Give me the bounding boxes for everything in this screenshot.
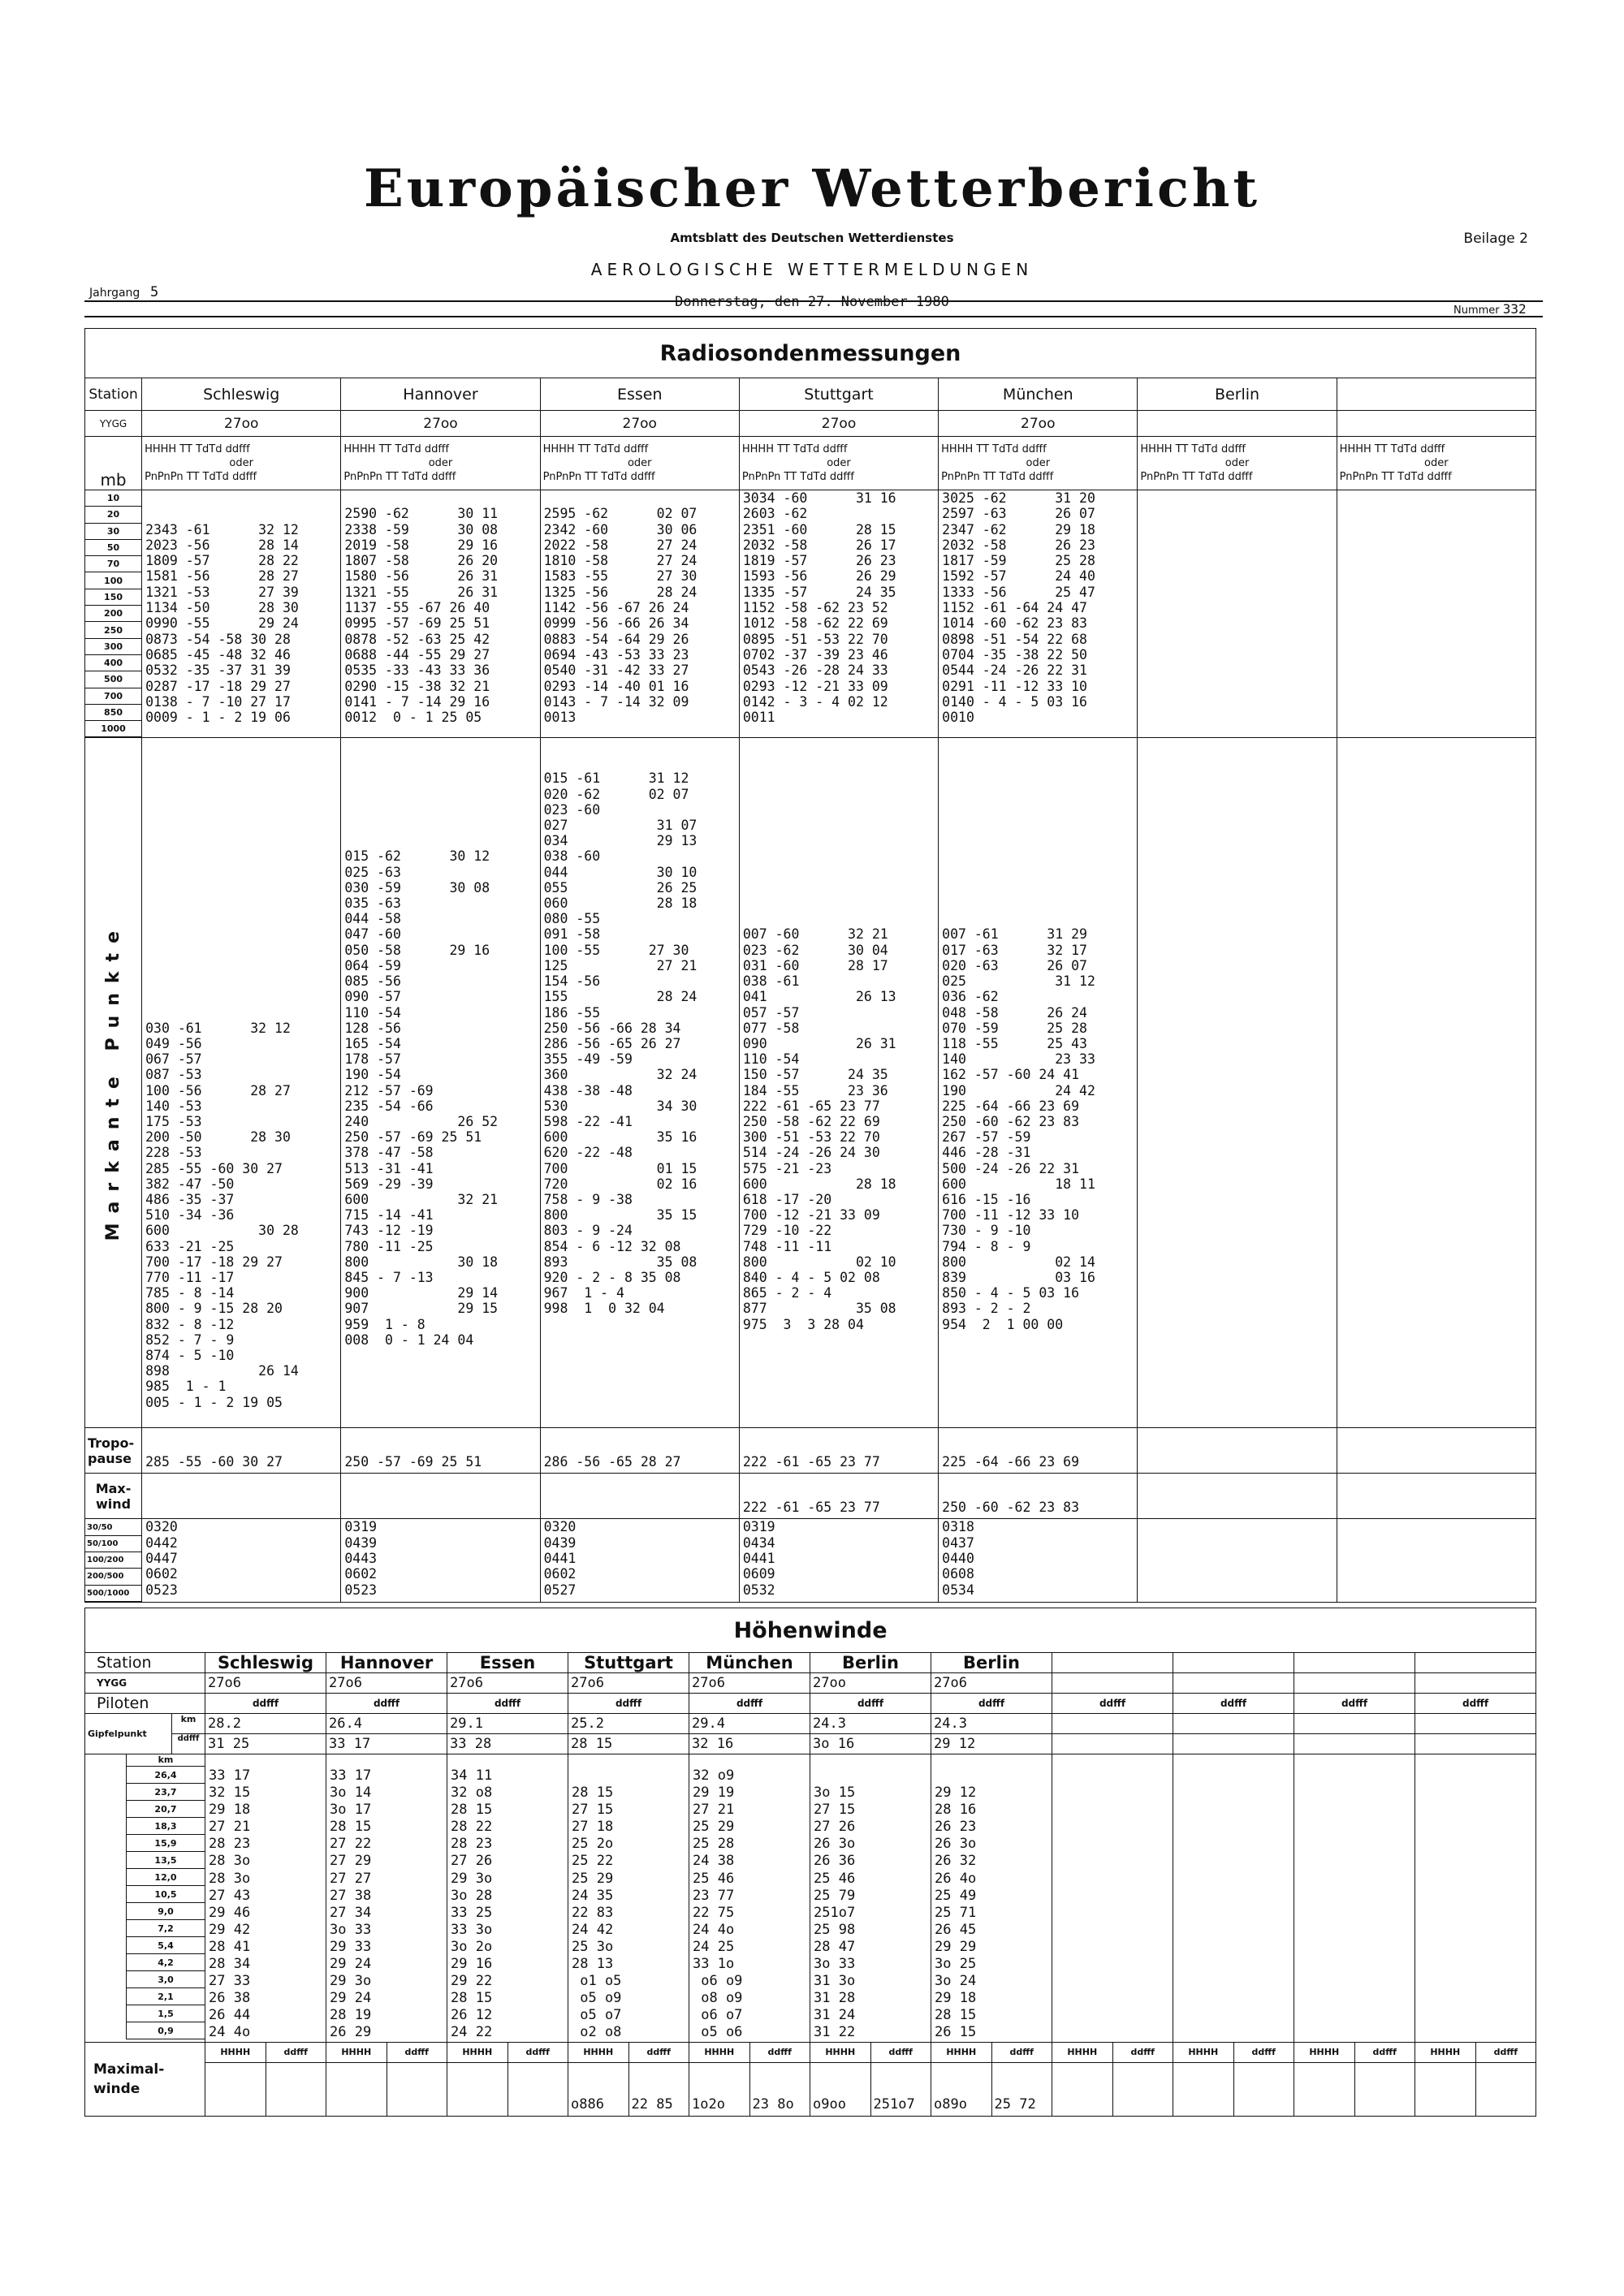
wind-profile-cell (447, 1754, 568, 2043)
km-level: 5,4 (127, 1937, 205, 1954)
yygg-value: 27oo (341, 411, 540, 437)
maximal-ddfff: 251o7 (870, 2062, 931, 2116)
column-header-line1: HHHH TT TdTd ddfff (941, 443, 1047, 455)
maximal-hhhh: o886 (568, 2062, 629, 2116)
station-name: Essen (447, 1653, 568, 1673)
yygg-value: 27o6 (447, 1673, 568, 1694)
column-header-line1: HHHH TT TdTd ddfff (1140, 443, 1246, 455)
issue-date: Donnerstag, den 27. November 1980 (675, 294, 949, 310)
markante-punkte-data: 007 -60 32 21 023 -62 30 04 031 -60 28 17 038 -61 041 26 13 057 -57 077 -58 090 26 31 110 -54 150 -57 24 35 184 -55 23 36 222 -61 -65 23 77 250 -58 -62 22 69 300 -51 -53 22 70 514 -24 -26 24 30 575 -21 -23 600 28 18 618 -17 -20 700 -12 -21 33 09 729 -10 -22 748 -11 -11 800 02 10 840 - 4 - 5 02 08 865 - 2 - 4 877 35 08 975 3 3 28 04 (742, 926, 896, 1332)
gipfel-km (1415, 1714, 1536, 1734)
station-name (1337, 378, 1535, 411)
ddfff-unit-label: ddfff (177, 1734, 200, 1743)
gipfel-ddfff (1173, 1734, 1294, 1754)
gipfel-km: 24.3 (931, 1714, 1052, 1734)
wind-profile: 32 o9 29 19 27 21 25 29 25 28 24 38 25 46 23 77 22 75 24 4o 24 25 33 1o o6 o9 o8 o9 o6 o7 o5 o6 (693, 1767, 743, 2041)
maxwind-cell (1138, 1474, 1337, 1519)
maximal-ddfff: 25 72 (991, 2062, 1052, 2116)
yygg-value: 27o6 (689, 1673, 810, 1694)
markante-punkte-data: 015 -62 30 12 025 -63 030 -59 30 08 035 -63 044 -58 047 -60 050 -58 29 16 064 -59 085 -56 090 -57 110 -54 128 -56 165 -54 178 -57 190 -54 212 -57 -69 235 -54 -66 240 26 52 250 -57 -69 25 51 378 -47 -58 513 -31 -41 569 -29 -39 600 32 21 715 -14 -41 743 -12 -19 780 -11 -25 800 30 18 845 - 7 -13 900 29 14 907 29 15 959 1 - 8 008 0 - 1 24 04 (344, 848, 499, 1348)
km-level: 26,4 (127, 1767, 205, 1784)
station-label: Station (85, 378, 142, 411)
maximal-ddfff (1354, 2062, 1415, 2116)
tropopause-cell (142, 1428, 341, 1474)
pressure-level: 20 (85, 507, 141, 523)
level-data-cell (739, 490, 938, 738)
km-level: 0,9 (127, 2022, 205, 2039)
level-data-cell (939, 490, 1138, 738)
column-header-line1: HHHH TT TdTd ddfff (343, 443, 449, 455)
thickness-value: 0319 0439 0443 0602 0523 (344, 1519, 378, 1598)
tropopause-cell (739, 1428, 938, 1474)
column-header-line2: PnPnPn TT TdTd ddfff (145, 471, 257, 483)
station-name: Hannover (341, 378, 540, 411)
gipfel-ddfff: 31 25 (205, 1734, 326, 1754)
column-header-line2: PnPnPn TT TdTd ddfff (741, 471, 854, 483)
newspaper-title: Europäischer Wetterbericht (364, 158, 1260, 219)
pressure-level: 150 (85, 589, 141, 605)
pressure-level: 100 (85, 572, 141, 589)
maximal-ddfff (1475, 2062, 1536, 2116)
gipfel-ddfff: 32 16 (689, 1734, 810, 1754)
gipfel-ddfff: 3o 16 (810, 1734, 931, 1754)
yygg-value: 27o6 (326, 1673, 447, 1694)
maximal-hhhh (205, 2062, 266, 2116)
gipfelpunkt-label-cell (85, 1714, 205, 1754)
pressure-level: 300 (85, 638, 141, 654)
thickness-levels (85, 1519, 142, 1602)
km-level: 2,1 (127, 1988, 205, 2005)
hhhh-label: HHHH (931, 2042, 992, 2062)
pressure-level-list (85, 490, 141, 737)
station-name: Stuttgart (739, 378, 938, 411)
maximal-ddfff (1233, 2062, 1294, 2116)
gipfel-km (1052, 1714, 1173, 1734)
gipfelpunkt-label: Gipfelpunkt (88, 1728, 147, 1739)
maxwind-cell (939, 1474, 1138, 1519)
maximal-hhhh (1052, 2062, 1113, 2116)
maximal-ddfff: 23 8o (749, 2062, 810, 2116)
level-data-cell (1138, 490, 1337, 738)
station-name: Berlin (1138, 378, 1337, 411)
radiosonde-table (84, 328, 1536, 1603)
ddfff-label: ddfff (1112, 2042, 1173, 2062)
gipfel-ddfff: 33 28 (447, 1734, 568, 1754)
maximal-hhhh (447, 2062, 508, 2116)
wind-profile: 3o 15 27 15 27 26 26 3o 26 36 25 46 25 79 251o7 25 98 28 47 3o 33 31 3o 31 28 31 24 31 22 (814, 1785, 856, 2041)
thickness-cell (540, 1519, 739, 1602)
maxwind-value: 250 -60 -62 23 83 (942, 1500, 1080, 1516)
maxwind-label: Max-wind (85, 1474, 142, 1519)
maximal-ddfff (387, 2062, 447, 2116)
hoehenwinde-title: Höhenwinde (85, 1608, 1536, 1653)
thickness-cell (142, 1519, 341, 1602)
gipfel-ddfff: 29 12 (931, 1734, 1052, 1754)
km-level: 20,7 (127, 1801, 205, 1818)
column-header-line2: PnPnPn TT TdTd ddfff (343, 471, 456, 483)
pressure-level: 1000 (85, 721, 141, 737)
column-header-line2: PnPnPn TT TdTd ddfff (542, 471, 655, 483)
ddfff-label: ddfff (205, 1694, 326, 1714)
km-levels-cell (85, 1754, 205, 2043)
level-data-cell (341, 490, 540, 738)
column-header-oder: oder (1026, 457, 1051, 469)
ddfff-label: ddfff (326, 1694, 447, 1714)
column-header (142, 437, 341, 490)
ddfff-label: ddfff (689, 1694, 810, 1714)
station-name (1294, 1653, 1415, 1673)
gipfel-km: 25.2 (568, 1714, 689, 1734)
markante-punkte-cell (142, 738, 341, 1428)
wind-profile-cell (810, 1754, 931, 2043)
level-data-cell (1337, 490, 1535, 738)
thickness-level: 50/100 (85, 1535, 141, 1552)
hhhh-label: HHHH (1173, 2042, 1234, 2062)
ddfff-label: ddfff (1354, 2042, 1415, 2062)
thickness-level: 200/500 (85, 1569, 141, 1585)
station-name (1415, 1653, 1536, 1673)
maxwind-value: 222 -61 -65 23 77 (742, 1500, 880, 1516)
column-header-line1: HHHH TT TdTd ddfff (542, 443, 649, 455)
ddfff-label: ddfff (387, 2042, 447, 2062)
wind-profile: 29 12 28 16 26 23 26 3o 26 32 26 4o 25 49 25 71 26 45 29 29 3o 25 3o 24 29 18 28 15 26 15 (935, 1785, 977, 2041)
yygg-value (1337, 411, 1535, 437)
column-header-oder: oder (428, 457, 453, 469)
maximal-ddfff (508, 2062, 568, 2116)
ddfff-label: ddfff (568, 1694, 689, 1714)
yygg-value: 27o6 (568, 1673, 689, 1694)
maximal-hhhh (1173, 2062, 1234, 2116)
markante-punkte-data: 007 -61 31 29 017 -63 32 17 020 -63 26 07 025 31 12 036 -62 048 -58 26 24 070 -59 25 28 118 -55 25 43 140 23 33 162 -57 -60 24 41 190 24 42 225 -64 -66 23 69 250 -60 -62 23 83 267 -57 -59 446 -28 -31 500 -24 -26 22 31 600 18 11 616 -15 -16 700 -11 -12 33 10 730 - 9 -10 794 - 8 - 9 800 02 14 839 03 16 850 - 4 - 5 03 16 893 - 2 - 2 954 2 1 00 00 (942, 926, 1095, 1332)
gipfel-km: 28.2 (205, 1714, 326, 1734)
hhhh-label: HHHH (689, 2042, 750, 2062)
markante-punkte-cell (739, 738, 938, 1428)
ddfff-label: ddfff (508, 2042, 568, 2062)
pressure-level: 400 (85, 654, 141, 671)
km-level: 13,5 (127, 1852, 205, 1869)
yygg-value: 27oo (810, 1673, 931, 1694)
level-data: 2590 -62 30 11 2338 -59 30 08 2019 -58 29 16 1807 -58 26 20 1580 -56 26 31 1321 -55 26 31 1137 -55 -67 26 40 0995 -57 -69 25 51 0878 -52 -63 25 42 0688 -44 -55 29 27 0535 -33 -43 33 36 0290 -15 -38 32 21 0141 - 7 -14 29 16 0012 0 - 1 25 05 (344, 506, 499, 726)
tropopause-value: 222 -61 -65 23 77 (742, 1454, 880, 1470)
jahrgang-label: Jahrgang (89, 287, 140, 300)
thickness-value: 0320 0439 0441 0602 0527 (543, 1519, 577, 1598)
tropopause-value: 225 -64 -66 23 69 (942, 1454, 1080, 1470)
gipfel-km: 29.1 (447, 1714, 568, 1734)
tropopause-cell (939, 1428, 1138, 1474)
hhhh-label: HHHH (205, 2042, 266, 2062)
tropopause-cell (540, 1428, 739, 1474)
pressure-level: 200 (85, 606, 141, 622)
column-header (739, 437, 938, 490)
maxwind-cell (341, 1474, 540, 1519)
thickness-cell (1337, 1519, 1535, 1602)
column-header-oder: oder (827, 457, 851, 469)
yygg-value (1294, 1673, 1415, 1694)
beilage-label: Beilage 2 (1463, 231, 1528, 247)
thickness-level: 100/200 (85, 1552, 141, 1569)
gipfel-ddfff: 33 17 (326, 1734, 447, 1754)
tropopause-cell (341, 1428, 540, 1474)
column-header-oder: oder (1424, 457, 1449, 469)
markante-punkte-cell (540, 738, 739, 1428)
hoehenwinde-table (84, 1608, 1536, 2117)
markante-punkte-label: Markante Punkte (103, 921, 124, 1241)
gipfel-km (1294, 1714, 1415, 1734)
ddfff-label: ddfff (266, 2042, 326, 2062)
wind-profile: 33 17 3o 14 3o 17 28 15 27 22 27 29 27 27 27 38 27 34 3o 33 29 33 29 24 29 3o 29 24 28 19 26 29 (330, 1767, 372, 2041)
km-label: km (172, 1714, 205, 1734)
wind-profile-cell (205, 1754, 326, 2043)
markante-punkte-cell (1337, 738, 1535, 1428)
yygg-value (1138, 411, 1337, 437)
km-level: 10,5 (127, 1886, 205, 1903)
station-name: Hannover (326, 1653, 447, 1673)
thickness-level: 500/1000 (85, 1585, 141, 1601)
maximal-hhhh (1294, 2062, 1355, 2116)
maximal-hhhh: 1o2o (689, 2062, 750, 2116)
hhhh-label: HHHH (568, 2042, 629, 2062)
maximal-ddfff (1112, 2062, 1173, 2116)
gipfelpunkt-label-box (85, 1714, 205, 1754)
yygg-value (1173, 1673, 1294, 1694)
ddfff-label: ddfff (1173, 1694, 1294, 1714)
station-name: München (939, 378, 1138, 411)
gipfel-km: 29.4 (689, 1714, 810, 1734)
level-data: 3025 -62 31 20 2597 -63 26 07 2347 -62 29 18 2032 -58 26 23 1817 -59 25 28 1592 -57 24 40 1333 -56 25 47 1152 -61 -64 24 47 1014 -60 -62 23 83 0898 -51 -54 22 68 0704 -35 -38 22 50 0544 -24 -26 22 31 0291 -11 -12 33 10 0140 - 4 - 5 03 16 0010 (942, 490, 1095, 726)
tropopause-value: 286 -56 -65 28 27 (543, 1454, 681, 1470)
yygg-value: 27oo (939, 411, 1138, 437)
column-header (341, 437, 540, 490)
yygg-value: 27o6 (205, 1673, 326, 1694)
gipfel-ddfff (1415, 1734, 1536, 1754)
section-heading: AEROLOGISCHE WETTERMELDUNGEN (590, 260, 1034, 279)
column-header-oder: oder (229, 457, 253, 469)
issue-number (1453, 301, 1527, 317)
km-level-list (126, 1754, 205, 2039)
column-header-oder: oder (627, 457, 652, 469)
station-name: Essen (540, 378, 739, 411)
column-header-line1: HHHH TT TdTd ddfff (145, 443, 250, 455)
yygg-label: YYGG (85, 1673, 205, 1694)
wind-profile-cell (1294, 1754, 1415, 2043)
thickness-cell (939, 1519, 1138, 1602)
km-level: 3,0 (127, 1971, 205, 1988)
subtitle: Amtsblatt des Deutschen Wetterdienstes (670, 231, 954, 245)
km-unit: km (127, 1754, 205, 1767)
radiosonde-title: Radiosondenmessungen (85, 329, 1536, 378)
tropopause-value: 250 -57 -69 25 51 (344, 1454, 482, 1470)
column-header-line2: PnPnPn TT TdTd ddfff (941, 471, 1054, 483)
column-header (1138, 437, 1337, 490)
tropopause-value: 285 -55 -60 30 27 (145, 1454, 283, 1470)
column-header-line2: PnPnPn TT TdTd ddfff (1339, 471, 1452, 483)
markante-punkte-cell (341, 738, 540, 1428)
wind-profile-cell (1052, 1754, 1173, 2043)
maximal-hhhh (326, 2062, 387, 2116)
thickness-level: 30/50 (85, 1519, 141, 1535)
gipfel-ddfff (1294, 1734, 1415, 1754)
hhhh-label: HHHH (1415, 2042, 1476, 2062)
ddfff-label: ddfff (1294, 1694, 1415, 1714)
markante-punkte-label-cell (85, 738, 142, 1428)
jahrgang-value: 5 (150, 284, 159, 300)
wind-profile-cell (326, 1754, 447, 2043)
station-name (1052, 1653, 1173, 1673)
markante-punkte-data: 015 -61 31 12 020 -62 02 07 023 -60 027 31 07 034 29 13 038 -60 044 30 10 055 26 25 060 28 18 080 -55 091 -58 100 -55 27 30 125 27 21 154 -56 155 28 24 186 -55 250 -56 -66 28 34 286 -56 -65 26 27 355 -49 -59 360 32 24 438 -38 -48 530 34 30 598 -22 -41 600 35 16 620 -22 -48 700 01 15 720 02 16 758 - 9 -38 800 35 15 803 - 9 -24 854 - 6 -12 32 08 893 35 08 920 - 2 - 8 35 08 967 1 - 4 998 1 0 32 04 (543, 770, 698, 1317)
gipfelpunkt-units (171, 1714, 205, 1754)
hhhh-label: HHHH (810, 2042, 871, 2062)
thickness-value: 0319 0434 0441 0609 0532 (742, 1519, 775, 1598)
ddfff-label: ddfff (1233, 2042, 1294, 2062)
ddfff-label: ddfff (810, 1694, 931, 1714)
nummer-value: 332 (1502, 301, 1527, 317)
pressure-level: 50 (85, 539, 141, 555)
maxwind-cell (1337, 1474, 1535, 1519)
station-name (1173, 1653, 1294, 1673)
column-header-line2: PnPnPn TT TdTd ddfff (1140, 471, 1253, 483)
nummer-label: Nummer (1453, 304, 1500, 317)
tropopause-cell (1337, 1428, 1535, 1474)
pressure-levels (85, 490, 142, 738)
wind-profile-cell (931, 1754, 1052, 2043)
maxwind-cell (540, 1474, 739, 1519)
thickness-cell (739, 1519, 938, 1602)
yygg-value: 27oo (142, 411, 341, 437)
wind-profile: 28 15 27 15 27 18 25 2o 25 22 25 29 24 35 22 83 24 42 25 3o 28 13 o1 o5 o5 o9 o5 o7 o2 o8 (572, 1785, 622, 2041)
thickness-cell (341, 1519, 540, 1602)
level-data: 2595 -62 02 07 2342 -60 30 06 2022 -58 27 24 1810 -58 27 24 1583 -55 27 30 1325 -56 28 24 1142 -56 -67 26 24 0999 -56 -66 26 34 0883 -54 -64 29 26 0694 -43 -53 33 23 0540 -31 -42 33 27 0293 -14 -40 01 16 0143 - 7 -14 32 09 0013 (543, 506, 698, 726)
header-rule-bottom (84, 316, 1543, 317)
column-header-oder: oder (1224, 457, 1250, 469)
ddfff-label: ddfff (1475, 2042, 1536, 2062)
hhhh-label: HHHH (447, 2042, 508, 2062)
pressure-level: 500 (85, 671, 141, 688)
pressure-level: 30 (85, 523, 141, 539)
station-name: Schleswig (142, 378, 341, 411)
km-level: 12,0 (127, 1869, 205, 1886)
column-header (939, 437, 1138, 490)
maximal-hhhh (1415, 2062, 1476, 2116)
level-data-cell (142, 490, 341, 738)
column-header-line1: HHHH TT TdTd ddfff (1339, 443, 1445, 455)
pressure-level: 70 (85, 556, 141, 572)
level-data: 2343 -61 32 12 2023 -56 28 14 1809 -57 28 22 1581 -56 28 27 1321 -53 27 39 1134 -50 28 30 0990 -55 29 24 0873 -54 -58 30 28 0685 -45 -48 32 46 0532 -35 -37 31 39 0287 -17 -18 29 27 0138 - 7 -10 27 17 0009 - 1 - 2 19 06 (145, 521, 299, 726)
yygg-value: 27oo (739, 411, 938, 437)
thickness-cell (1138, 1519, 1337, 1602)
gipfel-km: 24.3 (810, 1714, 931, 1734)
km-level: 9,0 (127, 1903, 205, 1920)
piloten-label: Piloten (85, 1694, 205, 1714)
maximal-ddfff: 22 85 (628, 2062, 689, 2116)
pressure-level: 850 (85, 704, 141, 720)
ddfff-label: ddfff (991, 2042, 1052, 2062)
column-header (1337, 437, 1535, 490)
pressure-level: 250 (85, 622, 141, 638)
yygg-value (1415, 1673, 1536, 1694)
tropopause-cell (1138, 1428, 1337, 1474)
gipfel-km: 26.4 (326, 1714, 447, 1734)
level-data-cell (540, 490, 739, 738)
maxwind-cell (739, 1474, 938, 1519)
km-level: 7,2 (127, 1920, 205, 1937)
km-level: 23,7 (127, 1784, 205, 1801)
station-name: München (689, 1653, 810, 1673)
km-level: 1,5 (127, 2005, 205, 2022)
station-label: Station (85, 1653, 205, 1673)
ddfff-label: ddfff (1052, 1694, 1173, 1714)
maximal-hhhh: o9oo (810, 2062, 871, 2116)
wind-profile: 33 17 32 15 29 18 27 21 28 23 28 3o 28 3o 27 43 29 46 29 42 28 41 28 34 27 33 26 38 26 44 24 4o (209, 1767, 251, 2041)
hhhh-label: HHHH (1294, 2042, 1355, 2062)
station-name: Schleswig (205, 1653, 326, 1673)
level-data: 3034 -60 31 16 2603 -62 2351 -60 28 15 2032 -58 26 17 1819 -57 26 23 1593 -56 26 29 1335 -57 24 35 1152 -58 -62 23 52 1012 -58 -62 22 69 0895 -51 -53 22 70 0702 -37 -39 23 46 0543 -26 -28 24 33 0293 -12 -21 33 09 0142 - 3 - 4 02 12 0011 (742, 490, 896, 726)
km-level: 4,2 (127, 1954, 205, 1971)
hhhh-label: HHHH (1052, 2042, 1113, 2062)
markante-punkte-cell (1138, 738, 1337, 1428)
wind-profile-cell (1415, 1754, 1536, 2043)
ddfff-label: ddfff (870, 2042, 931, 2062)
maximal-ddfff (266, 2062, 326, 2116)
km-level: 18,3 (127, 1818, 205, 1835)
wind-profile-cell (689, 1754, 810, 2043)
ddfff-label: ddfff (749, 2042, 810, 2062)
km-level: 15,9 (127, 1835, 205, 1852)
ddfff-label: ddfff (628, 2042, 689, 2062)
yygg-value (1052, 1673, 1173, 1694)
yygg-value: 27oo (540, 411, 739, 437)
station-name: Stuttgart (568, 1653, 689, 1673)
tropopause-label: Tropo-pause (85, 1428, 142, 1474)
column-header (540, 437, 739, 490)
thickness-value: 0318 0437 0440 0608 0534 (942, 1519, 974, 1598)
thickness-level-list (85, 1519, 141, 1601)
maximalwinde-label: Maximal-winde (85, 2042, 205, 2116)
gipfel-km (1173, 1714, 1294, 1734)
thickness-value: 0320 0442 0447 0602 0523 (145, 1519, 178, 1598)
hhhh-label: HHHH (326, 2042, 387, 2062)
markante-punkte-data: 030 -61 32 12 049 -56 067 -57 087 -53 100 -56 28 27 140 -53 175 -53 200 -50 28 30 228 -53 285 -55 -60 30 27 382 -47 -50 486 -35 -37 510 -34 -36 600 30 28 633 -21 -25 700 -17 -18 29 27 770 -11 -17 785 - 8 -14 800 - 9 -15 28 20 832 - 8 -12 852 - 7 - 9 874 - 5 -10 898 26 14 985 1 - 1 005 - 1 - 2 19 05 (145, 1020, 299, 1410)
maxwind-cell (142, 1474, 341, 1519)
pressure-level: 700 (85, 688, 141, 704)
station-name: Berlin (810, 1653, 931, 1673)
ddfff-label: ddfff (931, 1694, 1052, 1714)
column-header-line1: HHHH TT TdTd ddfff (741, 443, 848, 455)
ddfff-label: ddfff (447, 1694, 568, 1714)
station-name: Berlin (931, 1653, 1052, 1673)
wind-profile-cell (1173, 1754, 1294, 2043)
markante-punkte-cell (939, 738, 1138, 1428)
yygg-label: YYGG (85, 411, 142, 437)
pressure-level: 10 (85, 490, 141, 507)
wind-profile: 34 11 32 o8 28 15 28 22 28 23 27 26 29 3o 3o 28 33 25 33 3o 3o 2o 29 16 29 22 28 15 26 12 24 22 (451, 1767, 493, 2041)
ddfff-label: ddfff (1415, 1694, 1536, 1714)
wind-profile-cell (568, 1754, 689, 2043)
mb-label: mb (85, 437, 142, 490)
gipfel-ddfff (1052, 1734, 1173, 1754)
yygg-value: 27o6 (931, 1673, 1052, 1694)
gipfel-ddfff: 28 15 (568, 1734, 689, 1754)
maximal-hhhh: o89o (931, 2062, 992, 2116)
